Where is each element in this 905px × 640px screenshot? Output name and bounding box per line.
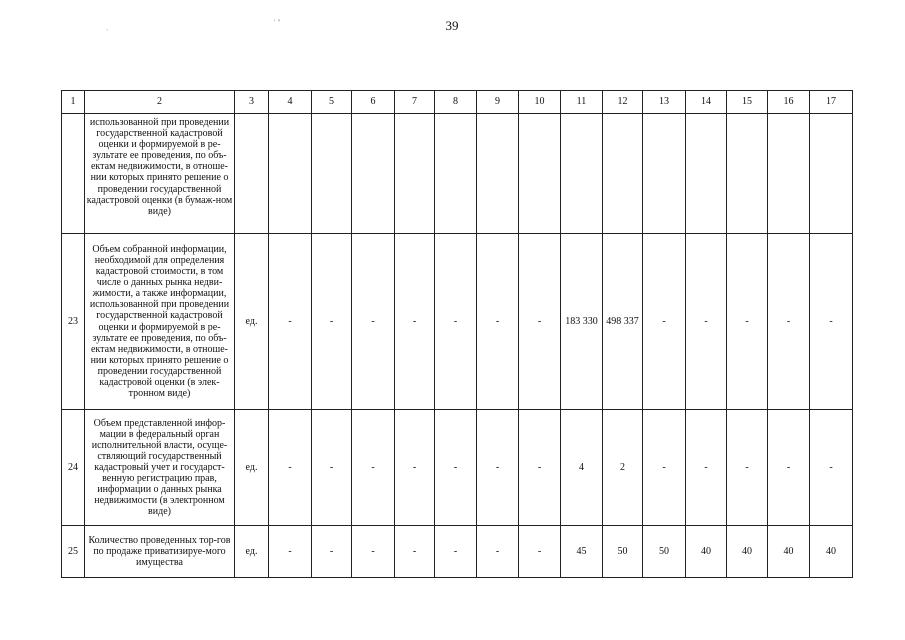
row-unit: ед. [235, 410, 269, 526]
header-cell: 15 [727, 91, 768, 114]
value-cell: - [312, 410, 352, 526]
value-cell: - [519, 410, 561, 526]
value-cell: - [269, 526, 312, 578]
row-unit: ед. [235, 234, 269, 410]
value-cell [435, 114, 477, 234]
value-cell: - [768, 410, 810, 526]
value-cell: - [643, 410, 686, 526]
value-cell: 40 [727, 526, 768, 578]
header-cell: 8 [435, 91, 477, 114]
header-cell: 7 [395, 91, 435, 114]
value-cell: - [269, 410, 312, 526]
row-description: использованной при проведении государственной кадастровой оценки и формируемой в ре-зультате ее проведения, по объ-ектам недвижимости, в отноше-нии которых принято решение о проведении государственной кадастровой оценки (в бумаж-ном виде) [85, 114, 235, 234]
value-cell [810, 114, 853, 234]
row-unit [235, 114, 269, 234]
value-cell: - [395, 234, 435, 410]
value-cell [561, 114, 603, 234]
value-cell: - [395, 410, 435, 526]
row-unit: ед. [235, 526, 269, 578]
value-cell: 498 337 [603, 234, 643, 410]
page-number: 39 [445, 18, 459, 33]
value-cell [603, 114, 643, 234]
table-row [62, 526, 853, 578]
value-cell: - [477, 234, 519, 410]
header-cell: 16 [768, 91, 810, 114]
value-cell: 40 [768, 526, 810, 578]
value-cell: - [643, 234, 686, 410]
value-cell: 50 [603, 526, 643, 578]
value-cell: 40 [810, 526, 853, 578]
scan-speck: ' '' [274, 18, 281, 27]
value-cell: - [395, 526, 435, 578]
value-cell: - [727, 234, 768, 410]
value-cell: - [352, 410, 395, 526]
value-cell [768, 114, 810, 234]
value-cell: - [352, 234, 395, 410]
header-cell: 2 [85, 91, 235, 114]
row-number: 23 [62, 234, 85, 410]
row-number: 25 [62, 526, 85, 578]
value-cell: 4 [561, 410, 603, 526]
header-cell: 12 [603, 91, 643, 114]
value-cell [352, 114, 395, 234]
header-cell: 17 [810, 91, 853, 114]
header-cell: 6 [352, 91, 395, 114]
header-cell: 14 [686, 91, 727, 114]
scan-speck: ` [106, 28, 109, 37]
table-row [62, 234, 853, 410]
table-row [62, 410, 853, 526]
row-description: Объем представленной инфор-мации в федеральный орган исполнительной власти, осуще-ствляющий государственный кадастровый учет и государст-венную регистрацию прав, информации о данных рынка недвижимости (в электронном виде) [85, 410, 235, 526]
row-description: Объем собранной информации, необходимой для определения кадастровой стоимости, в том числе о данных рынка недви-жимости, а также информации, использованной при проведении государственной кадастровой оценки и формируемой в ре-зультате ее проведения, по объ-ектам недвижимости, в отноше-нии которых принято решение о проведении государственной кадастровой оценки (в элек-тронном виде) [85, 234, 235, 410]
value-cell: - [435, 526, 477, 578]
value-cell [686, 114, 727, 234]
header-cell: 11 [561, 91, 603, 114]
header-row [62, 91, 853, 114]
value-cell: 2 [603, 410, 643, 526]
value-cell: - [312, 526, 352, 578]
value-cell: - [727, 410, 768, 526]
value-cell: 183 330 [561, 234, 603, 410]
table-row [62, 114, 853, 234]
header-cell: 5 [312, 91, 352, 114]
value-cell: - [477, 526, 519, 578]
value-cell: - [519, 526, 561, 578]
header-cell: 13 [643, 91, 686, 114]
header-cell: 10 [519, 91, 561, 114]
value-cell [395, 114, 435, 234]
value-cell: - [810, 410, 853, 526]
value-cell: - [519, 234, 561, 410]
value-cell: - [686, 410, 727, 526]
value-cell [312, 114, 352, 234]
value-cell [519, 114, 561, 234]
value-cell: - [435, 234, 477, 410]
value-cell [727, 114, 768, 234]
value-cell: - [768, 234, 810, 410]
row-number [62, 114, 85, 234]
data-table [61, 90, 853, 578]
value-cell: - [686, 234, 727, 410]
value-cell [269, 114, 312, 234]
row-number: 24 [62, 410, 85, 526]
table-body [62, 91, 853, 578]
header-cell: 4 [269, 91, 312, 114]
row-description: Количество проведенных тор-гов по продаже приватизируе-мого имущества [85, 526, 235, 578]
value-cell [643, 114, 686, 234]
value-cell: - [312, 234, 352, 410]
header-cell: 3 [235, 91, 269, 114]
value-cell [477, 114, 519, 234]
header-cell: 9 [477, 91, 519, 114]
value-cell: - [269, 234, 312, 410]
value-cell: 50 [643, 526, 686, 578]
value-cell: - [477, 410, 519, 526]
value-cell: - [352, 526, 395, 578]
value-cell: 40 [686, 526, 727, 578]
value-cell: 45 [561, 526, 603, 578]
value-cell: - [435, 410, 477, 526]
value-cell: - [810, 234, 853, 410]
header-cell: 1 [62, 91, 85, 114]
